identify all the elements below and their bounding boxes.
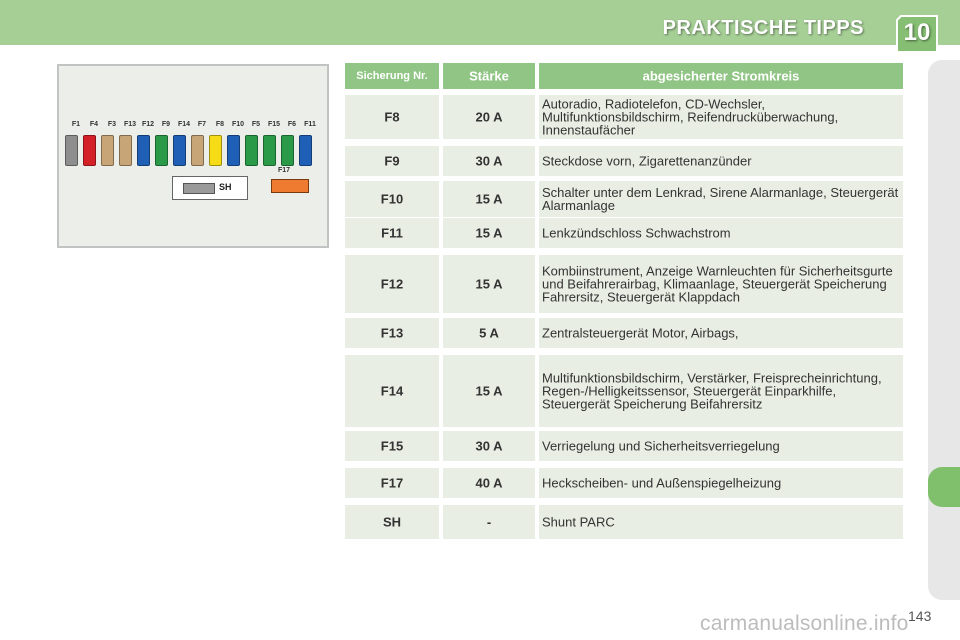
fuse (101, 135, 114, 166)
row-circuit-cell-text: Shunt PARC (542, 514, 615, 530)
row-circuit-cell-text: Autoradio, Radiotelefon, CD-Wechsler, Multifunktionsbildschirm, Reifendrucküberwachung, Innenstaufächer (542, 96, 839, 138)
fuse-label: F1 (71, 121, 81, 128)
row-amperage-cell-text: 30 A (475, 153, 503, 169)
shunt-label: SH (219, 182, 232, 192)
row-circuit-cell (539, 318, 903, 348)
row-fuse-cell (345, 146, 439, 176)
row-fuse-cell-text: SH (382, 514, 402, 530)
fuse (263, 135, 276, 166)
row-fuse-cell (345, 505, 439, 539)
fuse (245, 135, 258, 166)
f17-label: F17 (278, 167, 291, 174)
fuse (173, 135, 186, 166)
row-amperage-cell-text: 40 A (475, 475, 503, 491)
row-amperage-cell-text: 15 A (475, 225, 503, 241)
row-circuit-cell-text: Kombiinstrument, Anzeige Warnleuchten für Sicherheitsgurte und Beifahrerairbag, Klimaanlage, Steuergerät Speicherung Fahrersitz, Steuergerät Klappdach (542, 263, 893, 305)
row-amperage-cell (443, 431, 535, 461)
row-amperage-cell-text: 15 A (475, 191, 503, 207)
fuse-label: F9 (161, 121, 171, 128)
fuse-label: F6 (287, 121, 297, 128)
header-fuse-number: Sicherung Nr. (345, 63, 439, 89)
fuse (137, 135, 150, 166)
row-fuse-cell (345, 181, 439, 217)
row-fuse-cell (345, 255, 439, 313)
f17-fuse (271, 179, 309, 193)
shunt-connector (183, 183, 215, 194)
fuse (227, 135, 240, 166)
row-amperage-cell-text: 20 A (475, 109, 503, 125)
row-circuit-cell (539, 468, 903, 498)
fuse-label: F4 (89, 121, 99, 128)
row-fuse-cell (345, 318, 439, 348)
row-fuse-cell (345, 355, 439, 427)
header-amperage: Stärke (443, 63, 535, 89)
row-amperage-cell-text: 30 A (475, 438, 503, 454)
row-amperage-cell (443, 505, 535, 539)
row-fuse-cell-text: F17 (380, 475, 404, 491)
row-amperage-cell (443, 218, 535, 248)
row-fuse-cell (345, 95, 439, 139)
row-fuse-cell (345, 431, 439, 461)
fuse-box-diagram (57, 64, 329, 248)
row-circuit-cell (539, 146, 903, 176)
row-circuit-cell-text: Multifunktionsbildschirm, Verstärker, Freisprecheinrichtung, Regen-/Helligkeitssensor, Steuergerät Einparkhilfe, Steuergerät Speicherung Beifahrersitz (542, 370, 882, 412)
row-circuit-cell (539, 218, 903, 248)
row-fuse-cell-text: F13 (380, 325, 404, 341)
row-circuit-cell-text: Steckdose vorn, Zigarettenanzünder (542, 153, 752, 169)
row-circuit-cell-text: Zentralsteuergerät Motor, Airbags, (542, 325, 739, 341)
row-fuse-cell (345, 468, 439, 498)
row-amperage-cell-text: 5 A (479, 325, 499, 341)
fuse (191, 135, 204, 166)
row-circuit-cell-text: Lenkzündschloss Schwachstrom (542, 225, 731, 241)
row-amperage-cell-text: - (486, 514, 492, 530)
row-amperage-cell (443, 355, 535, 427)
fuse (281, 135, 294, 166)
row-fuse-cell-text: F14 (380, 383, 404, 399)
row-fuse-cell-text: F15 (380, 438, 404, 454)
watermark: carmanualsonline.info (700, 612, 909, 635)
row-circuit-cell-text: Verriegelung und Sicherheitsverriegelung (542, 438, 780, 454)
row-circuit-cell (539, 255, 903, 313)
row-amperage-cell (443, 318, 535, 348)
fuse (65, 135, 78, 166)
fuse-labels (66, 121, 326, 133)
row-circuit-cell-text: Heckscheiben- und Außenspiegelheizung (542, 475, 782, 491)
fuse (119, 135, 132, 166)
row-amperage-cell-text: 15 A (475, 383, 503, 399)
row-amperage-cell (443, 181, 535, 217)
row-fuse-cell-text: F8 (384, 109, 400, 125)
shunt-block (172, 176, 248, 200)
row-circuit-cell-text: Schalter unter dem Lenkrad, Sirene Alarmanlage, Steuergerät Alarmanlage (542, 185, 899, 213)
fuse-label: F12 (141, 121, 155, 128)
row-circuit-cell (539, 355, 903, 427)
fuse (83, 135, 96, 166)
side-tab-active[interactable] (928, 467, 960, 507)
row-amperage-cell-text: 15 A (475, 276, 503, 292)
fuse-label: F13 (123, 121, 137, 128)
row-fuse-cell-text: F10 (380, 191, 404, 207)
fuse-label: F11 (304, 121, 316, 128)
side-tab-strip (928, 60, 960, 600)
page-title: PRAKTISCHE TIPPS (662, 17, 864, 39)
row-fuse-cell (345, 218, 439, 248)
fuse-label: F7 (197, 121, 207, 128)
row-fuse-cell-text: F9 (384, 153, 400, 169)
fuse (209, 135, 222, 166)
fuse-label: F5 (251, 121, 261, 128)
row-amperage-cell (443, 95, 535, 139)
page-number: 143 (908, 608, 932, 624)
row-circuit-cell (539, 505, 903, 539)
row-amperage-cell (443, 255, 535, 313)
row-amperage-cell (443, 146, 535, 176)
header-circuit: abgesicherter Stromkreis (539, 63, 903, 89)
fuse-label: F10 (231, 121, 245, 128)
fuse-label: F14 (177, 121, 191, 128)
row-fuse-cell-text: F12 (380, 276, 404, 292)
fuse (299, 135, 312, 166)
row-amperage-cell (443, 468, 535, 498)
row-circuit-cell (539, 181, 903, 217)
fuse-label: F15 (267, 121, 281, 128)
row-fuse-cell-text: F11 (381, 225, 403, 241)
row-circuit-cell (539, 431, 903, 461)
fuse (155, 135, 168, 166)
row-circuit-cell (539, 95, 903, 139)
chapter-number: 10 (903, 19, 931, 46)
fuse-label: F3 (107, 121, 117, 128)
fuse-label: F8 (215, 121, 225, 128)
